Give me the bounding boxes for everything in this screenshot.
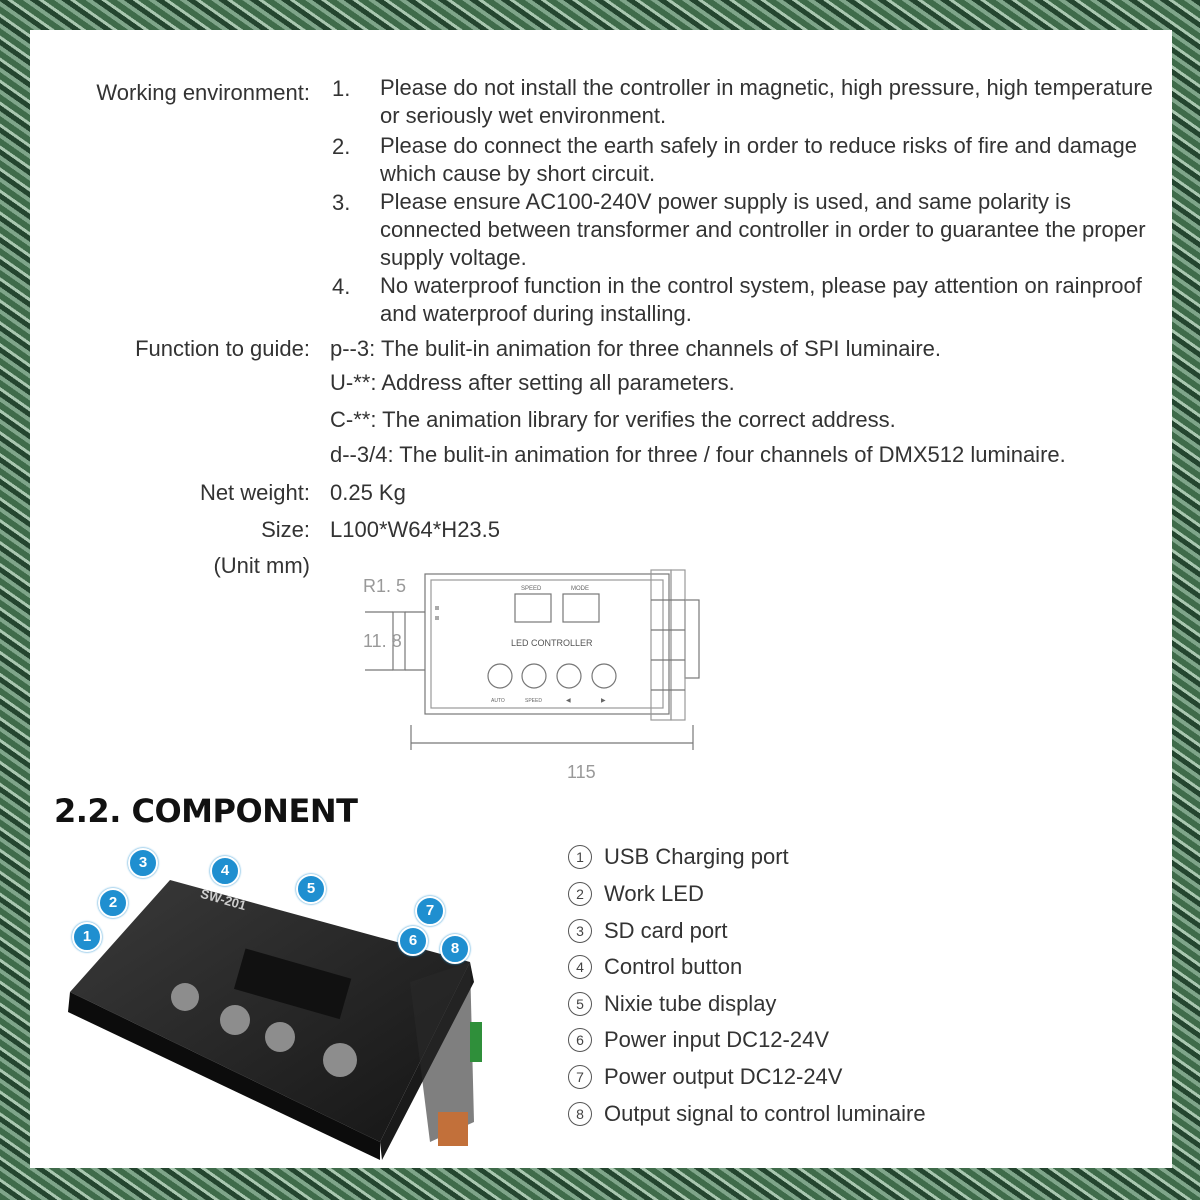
component-heading: 2.2. COMPONENT [54,792,358,830]
component-item-text: Control button [604,954,743,979]
mode-label: MODE [571,586,589,592]
component-item [568,954,742,980]
net-weight-value: 0.25 Kg [330,480,406,505]
component-item-text: Nixie tube display [604,991,777,1016]
speed-label: SPEED [521,586,542,592]
component-item [568,991,776,1017]
function-line: d--3/4: The bulit-in animation for three / four channels of DMX512 luminaire. [330,442,1066,467]
callout-badge: 3 [128,848,158,878]
button-label: AUTO [491,698,505,704]
env-item-text: Please ensure AC100-240V power supply is used, and same polarity is connected between transformer and controller in order to guarantee the proper supply voltage. [380,189,1146,270]
height-dimension: 11. 8 [363,631,402,651]
item-number-circle: 2 [568,882,592,906]
component-item [568,918,728,944]
component-item-text: Output signal to control luminaire [604,1101,926,1126]
env-item-number: 3. [332,190,351,215]
item-number-circle: 7 [568,1065,592,1089]
button-label: SPEED [525,698,542,704]
env-item-number: 1. [332,76,351,101]
env-item-text: Please do not install the controller in magnetic, high pressure, high temperature or seriously wet environment. [380,75,1153,128]
env-item-number: 4. [332,274,351,299]
device-brand: SW-201 [198,885,248,914]
unit-label: (Unit mm) [213,553,310,578]
function-line: C-**: The animation library for verifies the correct address. [330,407,896,432]
component-item-text: USB Charging port [604,844,789,869]
callout-badge: 4 [210,856,240,886]
component-item [568,1101,926,1127]
item-number-circle: 5 [568,992,592,1016]
button-label: ▶ [601,697,606,704]
callout-badge: 5 [296,874,326,904]
env-item-text: No waterproof function in the control system, please pay attention on rainproof and waterproof during installing. [380,273,1142,326]
component-item [568,844,789,870]
manual-page [30,30,1172,1168]
size-label: Size: [261,517,310,542]
function-line: U-**: Address after setting all parameters. [330,370,735,395]
item-number-circle: 3 [568,919,592,943]
item-number-circle: 4 [568,955,592,979]
function-line: p--3: The bulit-in animation for three channels of SPI luminaire. [330,336,942,361]
component-item-text: Power input DC12-24V [604,1027,830,1052]
callout-badge: 7 [415,896,445,926]
component-item [568,1064,842,1090]
component-item [568,881,704,907]
component-item-text: SD card port [604,918,728,943]
component-item [568,1027,829,1053]
working-environment-label: Working environment: [96,80,310,105]
radius-dimension: R1. 5 [363,576,407,596]
item-number-circle: 1 [568,845,592,869]
dimension-drawing [325,560,765,782]
net-weight-label: Net weight: [199,480,310,505]
item-number-circle: 8 [568,1102,592,1126]
component-item-text: Work LED [604,881,704,906]
callout-badge: 2 [98,888,128,918]
env-item-number: 2. [332,134,351,159]
item-number-circle: 6 [568,1028,592,1052]
button-label: ◀ [566,697,571,704]
callout-badge: 6 [398,926,428,956]
function-label: Function to guide: [135,336,310,361]
width-dimension: 115 [567,762,596,782]
callout-badge: 8 [440,934,470,964]
controller-label: LED CONTROLLER [511,638,593,648]
callout-badge: 1 [72,922,102,952]
component-item-text: Power output DC12-24V [604,1064,843,1089]
env-item-text: Please do connect the earth safely in order to reduce risks of fire and damage which cause by short circuit. [380,133,1137,186]
size-value: L100*W64*H23.5 [330,517,501,542]
